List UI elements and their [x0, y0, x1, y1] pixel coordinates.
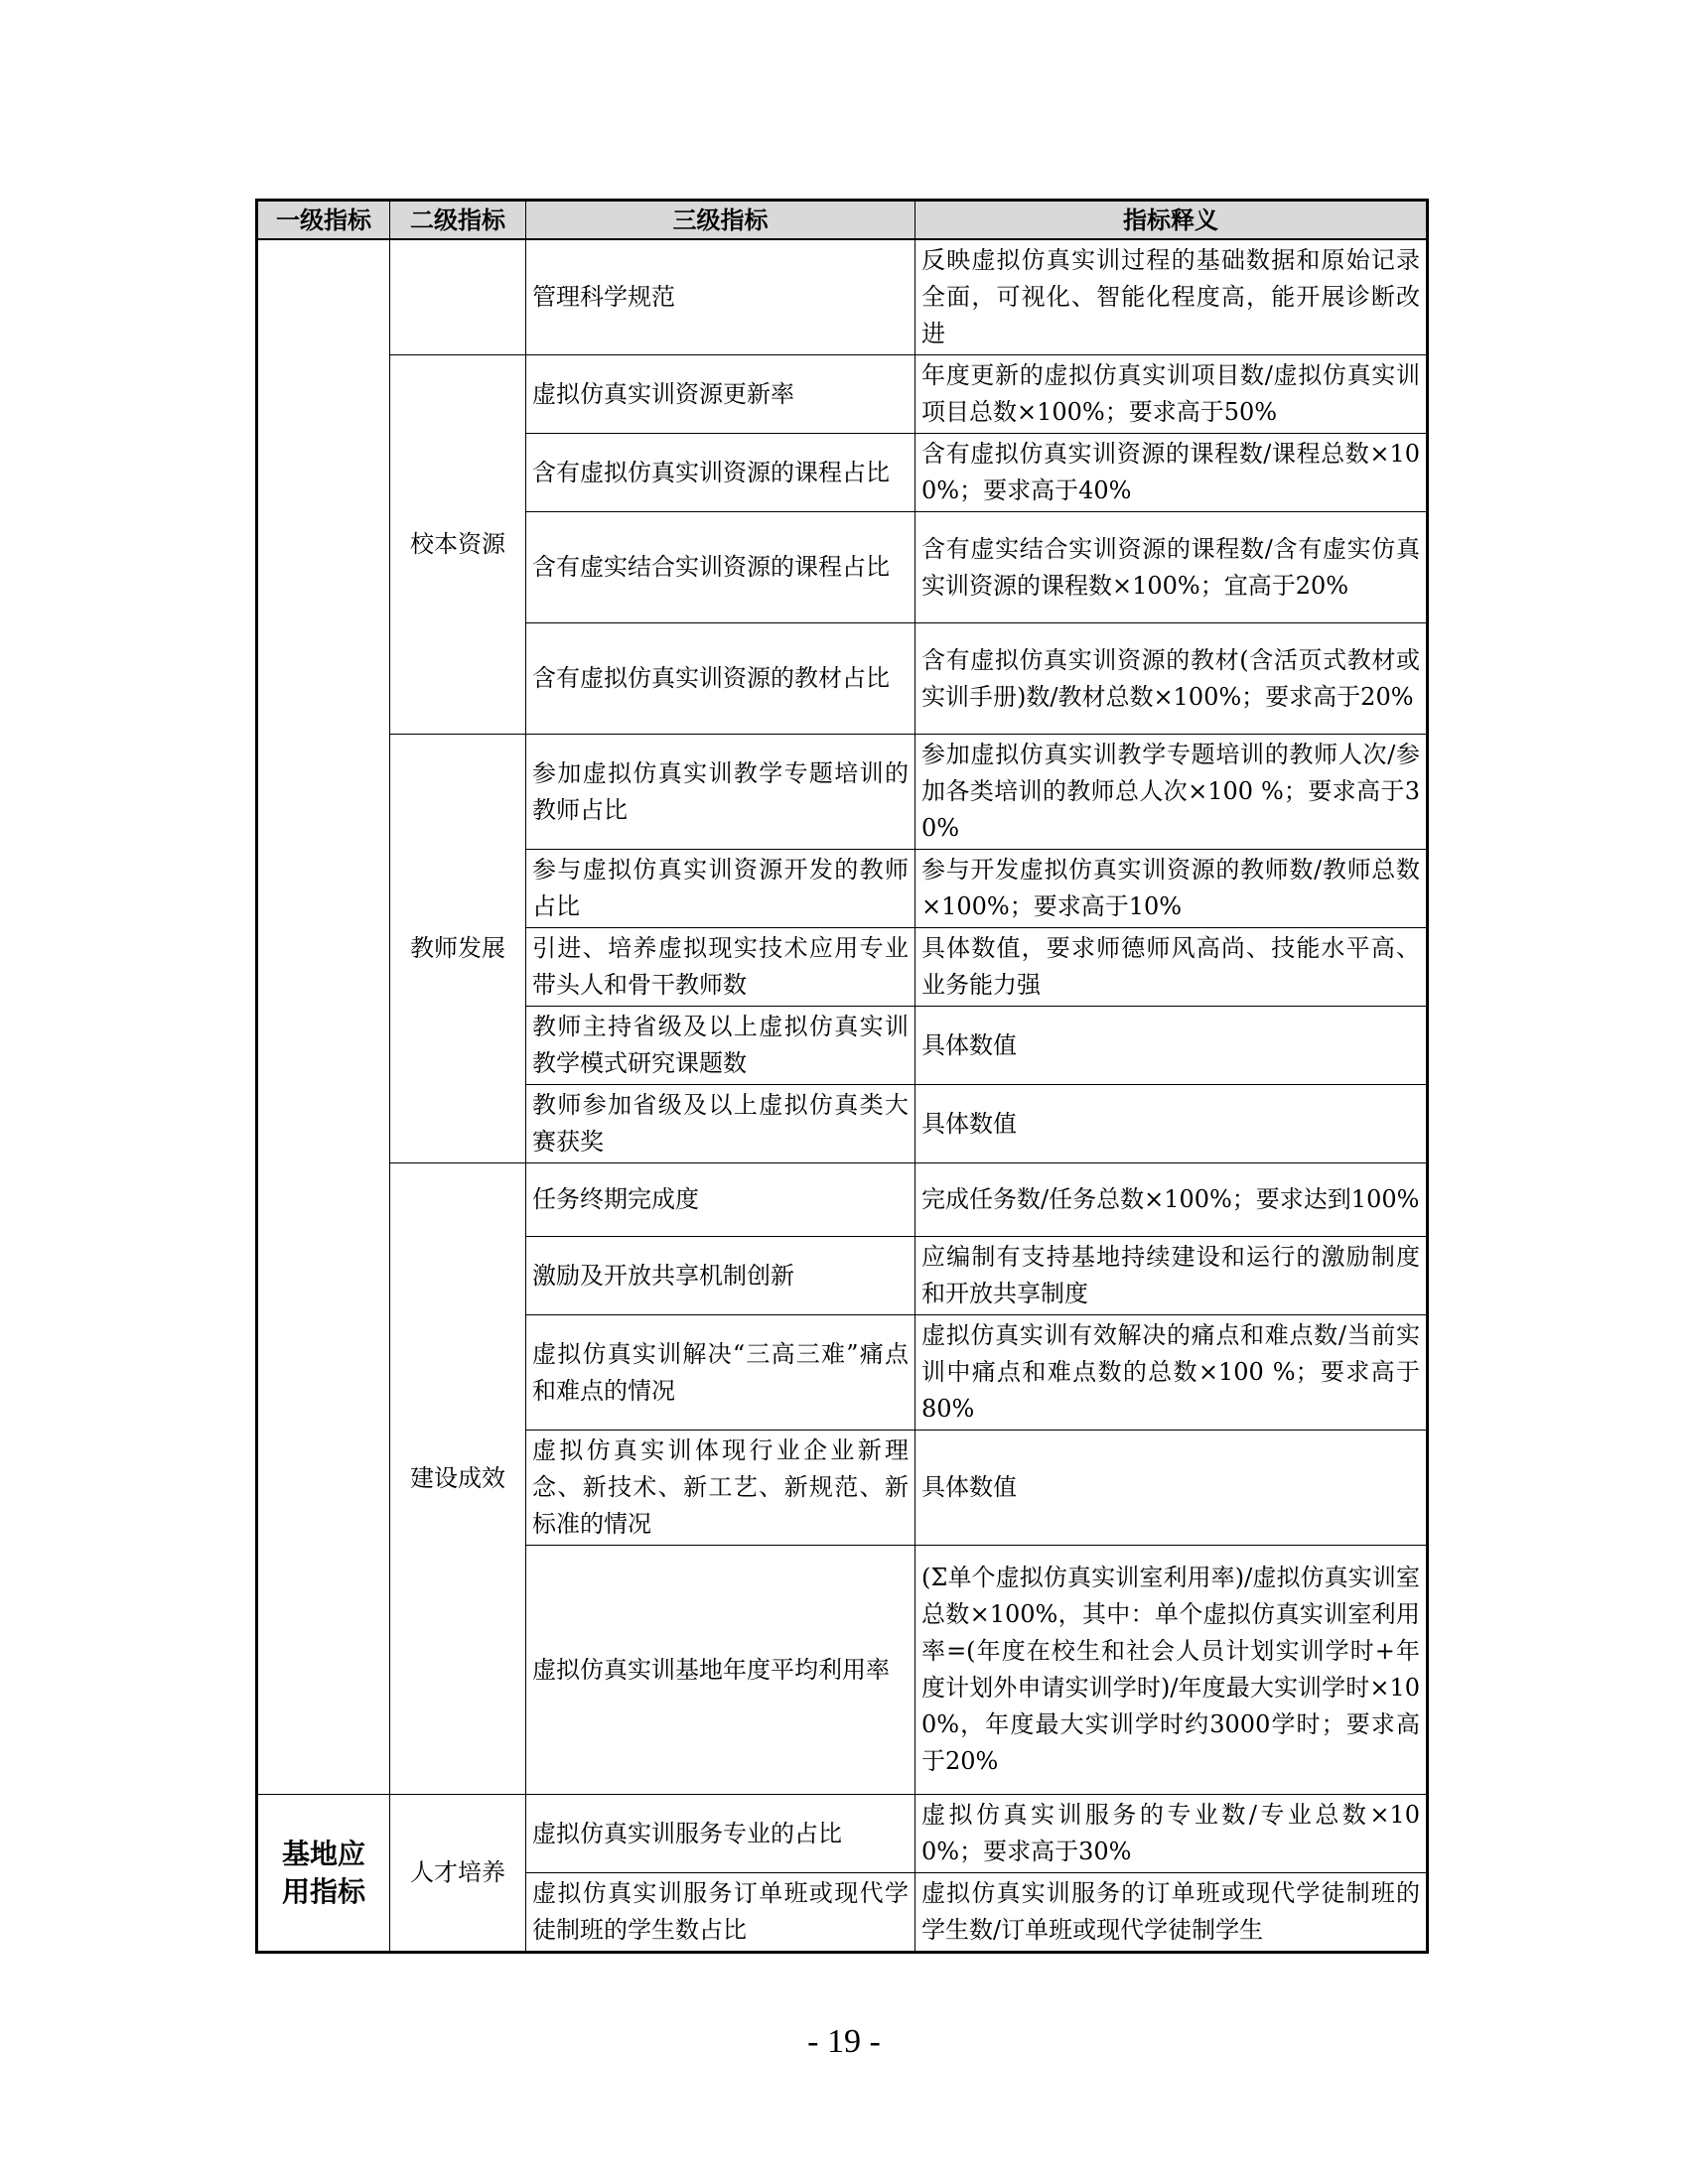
level2-cell: 建设成效 — [390, 1163, 526, 1795]
level3-cell: 引进、培养虚拟现实技术应用专业带头人和骨干教师数 — [526, 928, 915, 1007]
level2-cell: 校本资源 — [390, 355, 526, 735]
level3-cell: 虚拟仿真实训服务订单班或现代学徒制班的学生数占比 — [526, 1873, 915, 1953]
table-row — [257, 355, 1428, 434]
level3-cell: 任务终期完成度 — [526, 1163, 915, 1237]
level3-cell: 虚拟仿真实训解决“三高三难”痛点和难点的情况 — [526, 1315, 915, 1431]
definition-cell: 含有虚实结合实训资源的课程数/含有虚实仿真实训资源的课程数×100%；宜高于20% — [915, 512, 1428, 623]
level2-cell: 教师发展 — [390, 735, 526, 1163]
table-header-row — [257, 201, 1428, 240]
definition-cell: 含有虚拟仿真实训资源的课程数/课程总数×100%；要求高于40% — [915, 434, 1428, 512]
level3-cell: 虚拟仿真实训资源更新率 — [526, 355, 915, 434]
table-body — [257, 239, 1428, 1953]
definition-cell: 年度更新的虚拟仿真实训项目数/虚拟仿真实训项目总数×100%；要求高于50% — [915, 355, 1428, 434]
level3-cell: 虚拟仿真实训服务专业的占比 — [526, 1795, 915, 1873]
definition-cell: 虚拟仿真实训有效解决的痛点和难点数/当前实训中痛点和难点数的总数×100 %；要求高于 80% — [915, 1315, 1428, 1431]
table-row — [257, 239, 1428, 355]
header-definition: 指标释义 — [915, 201, 1428, 240]
level3-cell: 含有虚实结合实训资源的课程占比 — [526, 512, 915, 623]
indicator-table — [255, 199, 1429, 1954]
definition-cell: 含有虚拟仿真实训资源的教材(含活页式教材或实训手册)数/教材总数×100%；要求高于20% — [915, 623, 1428, 735]
level2-cell — [390, 239, 526, 355]
level3-cell: 虚拟仿真实训体现行业企业新理念、新技术、新工艺、新规范、新标准的情况 — [526, 1431, 915, 1546]
definition-cell: 具体数值 — [915, 1431, 1428, 1546]
level3-cell: 含有虚拟仿真实训资源的课程占比 — [526, 434, 915, 512]
level3-cell: 管理科学规范 — [526, 239, 915, 355]
level3-cell: 参与虚拟仿真实训资源开发的教师占比 — [526, 850, 915, 928]
header-level3: 三级指标 — [526, 201, 915, 240]
definition-cell: 具体数值，要求师德师风高尚、技能水平高、业务能力强 — [915, 928, 1428, 1007]
definition-cell: 参加虚拟仿真实训教学专题培训的教师人次/参加各类培训的教师总人次×100 %；要求高于30% — [915, 735, 1428, 850]
definition-cell: 参与开发虚拟仿真实训资源的教师数/教师总数×100%；要求高于10% — [915, 850, 1428, 928]
page-number: - 19 - — [807, 2023, 881, 2060]
definition-cell: 反映虚拟仿真实训过程的基础数据和原始记录全面，可视化、智能化程度高，能开展诊断改进 — [915, 239, 1428, 355]
level1-cell-blank — [257, 239, 390, 1795]
level3-cell: 教师参加省级及以上虚拟仿真类大赛获奖 — [526, 1085, 915, 1163]
definition-cell: 虚拟仿真实训服务的订单班或现代学徒制班的学生数/订单班或现代学徒制学生 — [915, 1873, 1428, 1953]
definition-cell: (Σ单个虚拟仿真实训室利用率)/虚拟仿真实训室总数×100%，其中：单个虚拟仿真实训室利用率=(年度在校生和社会人员计划实训学时+年度计划外申请实训学时)/年度最大实训学时×100%，年度最大实训学时约3000学时；要求高于20% — [915, 1546, 1428, 1795]
table-row — [257, 1795, 1428, 1873]
definition-cell: 应编制有支持基地持续建设和运行的激励制度和开放共享制度 — [915, 1237, 1428, 1315]
definition-cell: 具体数值 — [915, 1085, 1428, 1163]
definition-cell: 具体数值 — [915, 1007, 1428, 1085]
table-row — [257, 1163, 1428, 1237]
header-level2: 二级指标 — [390, 201, 526, 240]
definition-cell: 完成任务数/任务总数×100%；要求达到100% — [915, 1163, 1428, 1237]
level3-cell: 教师主持省级及以上虚拟仿真实训教学模式研究课题数 — [526, 1007, 915, 1085]
level1-cell-application: 基地应用指标 — [257, 1795, 390, 1953]
level3-cell: 虚拟仿真实训基地年度平均利用率 — [526, 1546, 915, 1795]
definition-cell: 虚拟仿真实训服务的专业数/专业总数×100%；要求高于30% — [915, 1795, 1428, 1873]
table-row — [257, 735, 1428, 850]
level3-cell: 激励及开放共享机制创新 — [526, 1237, 915, 1315]
level2-cell: 人才培养 — [390, 1795, 526, 1953]
header-level1: 一级指标 — [257, 201, 390, 240]
level3-cell: 参加虚拟仿真实训教学专题培训的教师占比 — [526, 735, 915, 850]
level3-cell: 含有虚拟仿真实训资源的教材占比 — [526, 623, 915, 735]
